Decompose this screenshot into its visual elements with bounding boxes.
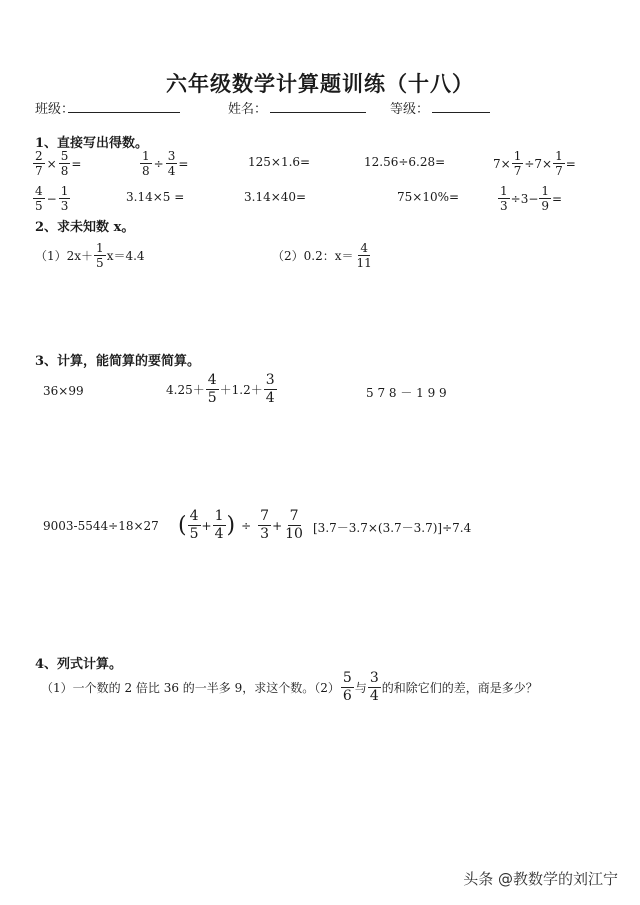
s1-expr-9: 75×10%= [397,190,460,204]
grade-blank [432,112,490,113]
s3-expr-c: 5 7 8 － 1 9 9 [366,386,447,400]
class-label: 班级： [35,102,75,117]
s3-expr-a: 36×99 [43,384,84,398]
watermark: 头条 @教数学的刘江宁 [463,870,618,888]
s1-expr-5: 7× $\frac{1}{7}$ ÷7× $\frac{1}{7}$ = [493,149,576,178]
s1-expr-2: $\frac{1}{8}$ ÷ $\frac{3}{4}$ = [142,149,189,178]
s1-expr-7: 3.14×5 = [126,190,185,204]
page-title: 六年级数学计算题训练（十八） [166,71,474,96]
section-2-heading: 2、求未知数 x。 [35,220,135,235]
s1-expr-3: 125×1.6= [248,155,311,169]
s1-expr-1: $\frac{2}{7}$ × $\frac{5}{8}$ = [35,149,82,178]
s3-expr-f: [3.7－3.7×(3.7－3.7)]÷7.4 [313,521,472,535]
s3-expr-d: 9003-5544÷18×27 [43,519,159,533]
class-blank [68,112,180,113]
s1-expr-6: $\frac{4}{5}$ − $\frac{1}{3}$ [35,184,69,213]
s1-expr-8: 3.14×40= [244,190,307,204]
name-label: 姓名： [228,102,268,117]
s4-questions: （1）一个数的 2 倍比 36 的一半多 9，求这个数。（2） $\frac{5}{6}$ 与 $\frac{3}{4}$ 的和除它们的差，商是多少？ [41,670,538,704]
section-4-heading: 4、列式计算。 [35,657,123,672]
name-blank [270,112,366,113]
s1-expr-10: $\frac{1}{3}$ ÷3− $\frac{1}{9}$ = [500,184,563,213]
s3-expr-e: ( $\frac{4}{5}$ + $\frac{1}{4}$ ) ÷ $\frac{7}{3}$ + $\frac{7}{10}$ [178,508,303,542]
s2-equation-1: （1）2x＋ $\frac{1}{5}$ x＝4.4 [35,241,145,270]
s3-expr-b: 4.25＋ $\frac{4}{5}$ ＋1.2＋ $\frac{3}{4}$ [166,372,275,406]
section-1-heading: 1、直接写出得数。 [35,136,149,151]
s1-expr-4: 12.56÷6.28= [364,155,446,169]
grade-label: 等级： [390,102,430,117]
section-3-heading: 3、计算，能简算的要简算。 [35,354,201,369]
s2-equation-2: （2）0.2：x＝ $\frac{4}{11}$ [272,241,372,270]
